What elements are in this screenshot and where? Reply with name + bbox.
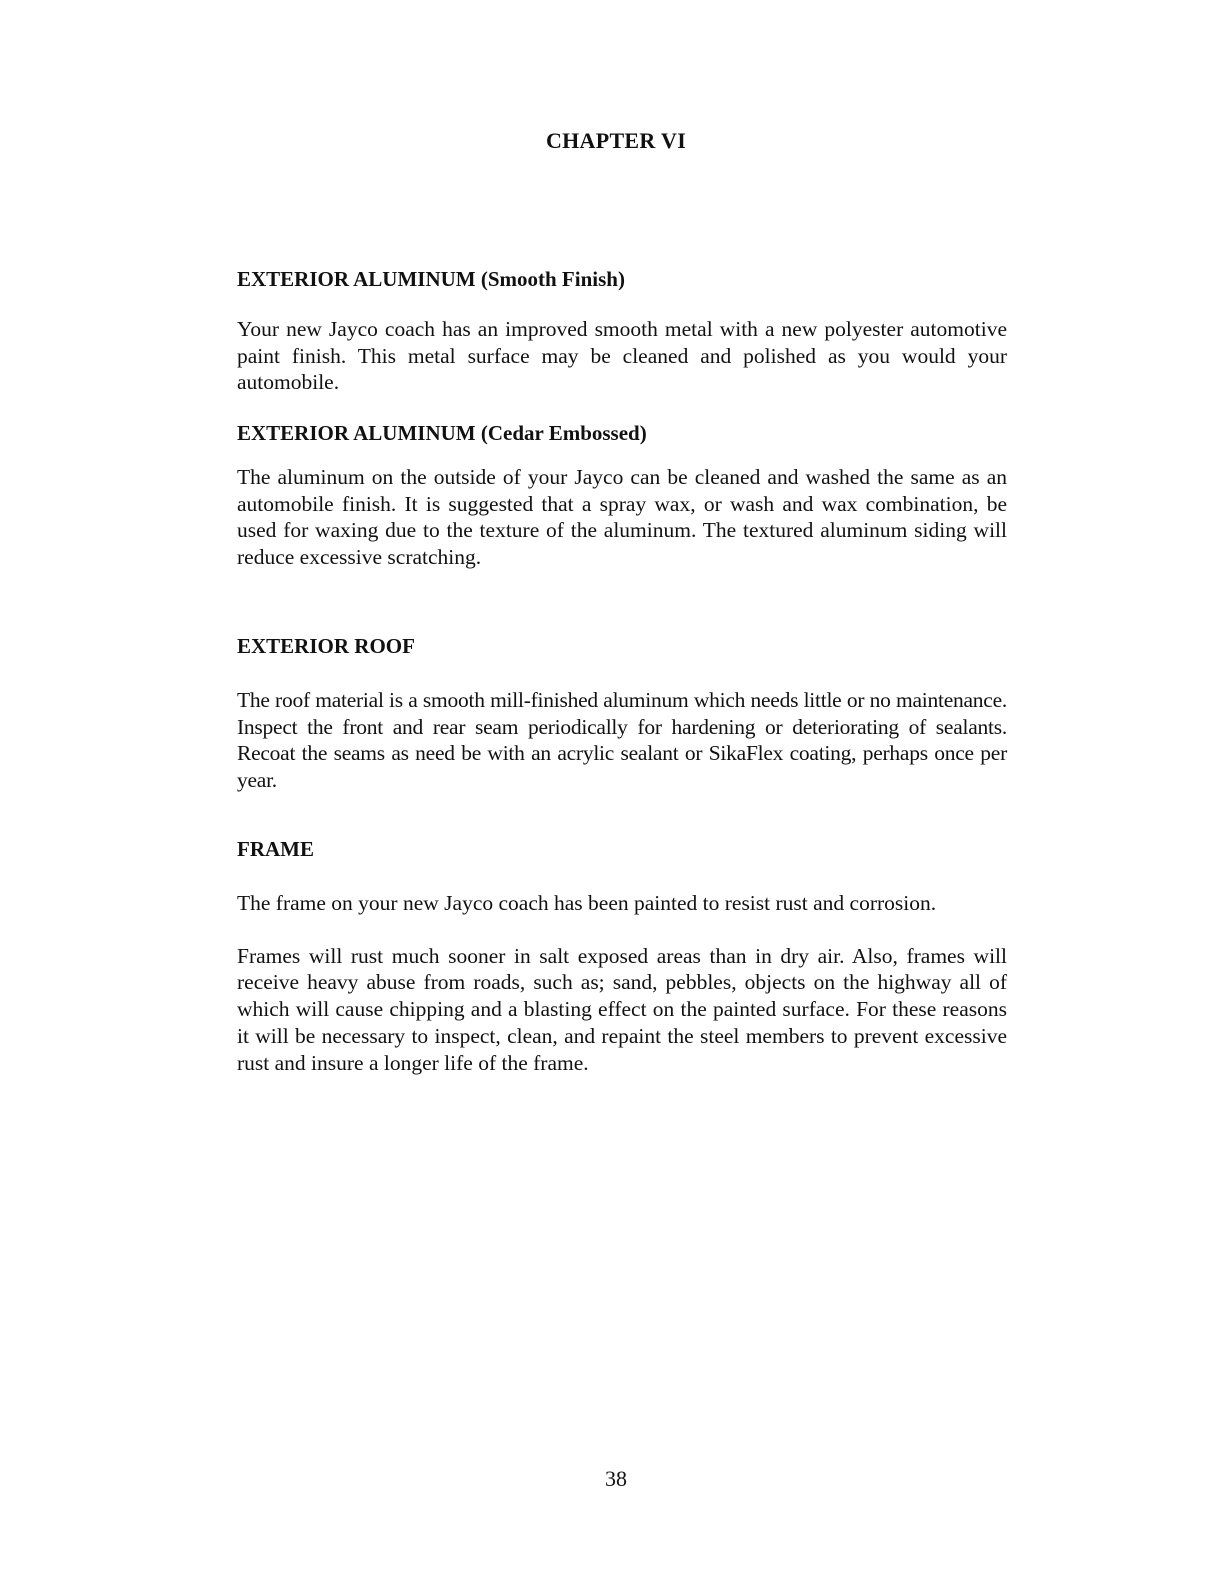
section-exterior-aluminum-cedar: [237, 420, 1007, 571]
section-paragraph: The aluminum on the outside of your Jayco can be cleaned and washed the same as an automobile finish. It is suggested that a spray wax, or wash and wax combination, be used for waxing due to the texture of the aluminum. The textured aluminum siding will reduce excessive scratching.: [237, 465, 1007, 570]
section-heading: EXTERIOR ROOF: [237, 634, 415, 658]
section-frame: [237, 836, 1007, 1076]
section-heading: EXTERIOR ALUMINUM (Smooth Finish): [237, 267, 625, 291]
section-paragraph: The roof material is a smooth mill-finished aluminum which needs little or no maintenance. Inspect the front and rear seam periodically for hardening or deteriorating of sealants. Recoat the seams as need be with an acrylic sealant or SikaFlex coating, perhaps once per year.: [237, 688, 1007, 793]
section-heading: FRAME: [237, 837, 314, 861]
section-paragraph: Your new Jayco coach has an improved smooth metal with a new polyester automotive paint finish. This metal surface may be cleaned and polished as you would your automobile.: [237, 317, 1007, 395]
page-number: 38: [605, 1466, 627, 1491]
section-paragraph: Frames will rust much sooner in salt exposed areas than in dry air. Also, frames will receive heavy abuse from roads, such as; sand, pebbles, objects on the highway all of which will cause chipping and a blasting effect on the painted surface. For these reasons it will be necessary to inspect, clean, and repaint the steel members to prevent excessive rust and insure a longer life of the frame.: [237, 943, 1007, 1075]
section-exterior-roof: [237, 633, 1007, 794]
section-exterior-aluminum-smooth: [237, 266, 1007, 396]
section-paragraph: The frame on your new Jayco coach has been painted to resist rust and corrosion.: [237, 891, 937, 915]
section-heading: EXTERIOR ALUMINUM (Cedar Embossed): [237, 421, 647, 445]
chapter-title: CHAPTER VI: [545, 128, 687, 153]
